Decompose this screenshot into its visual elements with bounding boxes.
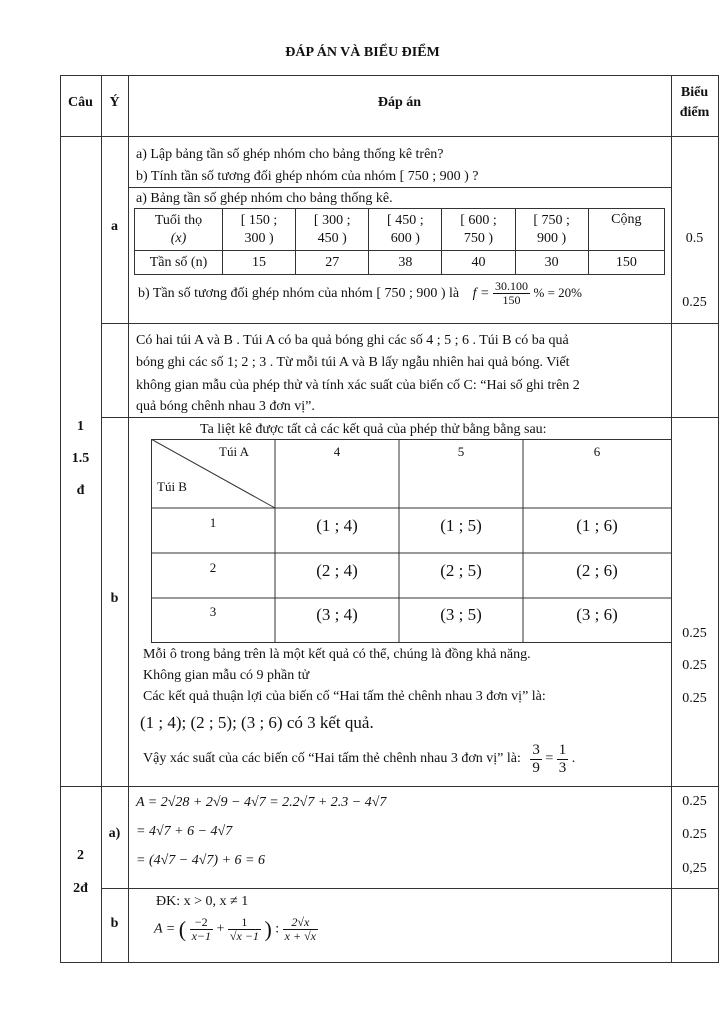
- table-border: [718, 75, 719, 963]
- score: 0.25: [682, 658, 707, 673]
- equals-sign: =: [545, 751, 554, 766]
- outcome-cell: (3 ; 5): [440, 605, 482, 624]
- period: .: [571, 751, 576, 766]
- q1-b-prompt-3: không gian mẫu của phép thử và tính xác suất của biến cố C: “Hai số ghi trên 2: [136, 378, 580, 393]
- freq-group-cell: [296, 209, 369, 251]
- outcome-cell: (2 ; 5): [440, 561, 482, 580]
- table-border: [128, 187, 671, 188]
- freq-count: 27: [296, 251, 369, 275]
- q1-b-line-3: Các kết quả thuận lợi của biến cố “Hai tấm thẻ chênh nhau 3 đơn vị” là:: [143, 689, 546, 704]
- freq-group-text: 300 ): [244, 230, 274, 246]
- q1-b-line-4: (1 ; 4); (2 ; 5); (3 ; 6) có 3 kết quả.: [140, 713, 374, 732]
- q2-b-expression: [154, 916, 318, 943]
- fraction: [530, 742, 542, 776]
- expr-lhs: A =: [154, 921, 176, 937]
- paren-open: (: [178, 916, 187, 942]
- table-border: [101, 323, 718, 324]
- table-border: [60, 75, 61, 963]
- fraction-numerator: −2: [190, 916, 213, 930]
- q1-b-conclusion: [143, 742, 575, 776]
- q1-a-answer-intro: a) Bảng tần số ghép nhóm cho bảng thống kê.: [136, 191, 393, 206]
- header-bieu-diem-2: điểm: [679, 105, 710, 120]
- fraction-numerator: 1: [558, 742, 567, 758]
- outcome-cell: (2 ; 6): [576, 561, 618, 580]
- q1-b-prompt-1: Có hai túi A và B . Túi A có ba quả bóng ghi các số 4 ; 5 ; 6 . Túi B có ba quả: [136, 333, 569, 348]
- q1-b-line-5: Vậy xác suất của các biến cố “Hai tấm thẻ chênh nhau 3 đơn vị” là:: [143, 751, 521, 766]
- table-border: [101, 888, 718, 889]
- q1-b-line-1: Mỗi ô trong bảng trên là một kết quả có thể, chúng là đồng khả năng.: [143, 647, 531, 662]
- header-dap-an: Đáp án: [377, 95, 422, 110]
- score: 0.25: [682, 295, 707, 310]
- q1-b-line-2: Không gian mẫu có 9 phần tử: [143, 668, 310, 683]
- freq-group-text: [ 150 ;: [240, 213, 278, 228]
- fraction-denominator: 9: [532, 759, 540, 776]
- outcome-table: [151, 439, 671, 643]
- plus-sign: +: [216, 921, 225, 937]
- col-head: 4: [333, 444, 341, 459]
- q2-b-condition: ĐK: x > 0, x ≠ 1: [156, 894, 249, 909]
- fraction: [283, 916, 318, 943]
- outcome-cell: (1 ; 6): [576, 516, 618, 535]
- fraction: [493, 280, 530, 307]
- freq-group-text: [ 750 ;: [533, 213, 570, 228]
- fraction: [228, 916, 261, 943]
- freq-group-text: 750 ): [463, 230, 494, 246]
- freq-total-head: Cộng: [588, 209, 664, 251]
- q1-label: 1: [77, 419, 84, 434]
- outcome-cell: (1 ; 4): [316, 516, 358, 535]
- q2-points: 2đ: [73, 881, 88, 896]
- table-border: [60, 786, 718, 787]
- paren-close: ): [264, 916, 272, 942]
- freq-head-age-2: (x): [170, 230, 187, 246]
- q1-b-label: b: [110, 591, 119, 606]
- freq-head-age: [135, 209, 223, 251]
- freq-group-text: [ 300 ;: [313, 213, 351, 228]
- fraction-denominator: 150: [502, 293, 521, 308]
- q2-label: 2: [77, 848, 84, 863]
- score: 0.25: [682, 691, 707, 706]
- freq-group-text: [ 450 ;: [387, 213, 424, 228]
- corner-top-label: Túi A: [219, 444, 249, 459]
- outcome-cell: (2 ; 4): [316, 561, 358, 580]
- outcome-cell: (1 ; 5): [440, 516, 482, 535]
- q1-points: 1.5: [71, 451, 90, 466]
- col-head: 6: [593, 444, 601, 459]
- freq-group-text: 600 ): [390, 230, 420, 246]
- freq-count: 150: [588, 251, 664, 275]
- freq-group-cell: [369, 209, 442, 251]
- formula-rhs: % = 20%: [533, 284, 582, 300]
- table-border: [60, 962, 718, 963]
- row-head: 3: [209, 604, 217, 619]
- q1-b-intro: Ta liệt kê được tất cả các kết quả của phép thử bằng bằng sau:: [200, 422, 547, 437]
- frequency-table: [134, 208, 665, 275]
- freq-group-text: 900 ): [537, 230, 567, 246]
- fraction-denominator: 3: [558, 759, 567, 776]
- score: 0.5: [685, 231, 704, 246]
- q1-b-answer-line: [138, 280, 582, 307]
- freq-count: 40: [442, 251, 515, 275]
- corner-bottom-label: Túi B: [157, 479, 187, 494]
- q1-b-prompt-4: quả bóng chênh nhau 3 đơn vị”.: [136, 399, 315, 414]
- q1-b-answer-text: b) Tần số tương đối ghép nhóm của nhóm [ 750 ; 900 ) là: [138, 285, 460, 301]
- freq-group-cell: [515, 209, 588, 251]
- fraction: [557, 742, 569, 776]
- freq-group-cell: [442, 209, 515, 251]
- outcome-cell: (3 ; 6): [576, 605, 618, 624]
- q1-a-label: a: [111, 219, 118, 234]
- freq-head-count: Tần số (n): [135, 251, 223, 275]
- q2-a-line-1: A = 2√28 + 2√9 − 4√7 = 2.2√7 + 2.3 − 4√7: [136, 795, 387, 810]
- q2-a-line-3: = (4√7 − 4√7) + 6 = 6: [136, 853, 265, 868]
- formula-lhs: f =: [472, 285, 490, 301]
- col-head: 5: [457, 444, 465, 459]
- q1-a-prompt-2: b) Tính tần số tương đối ghép nhóm của nhóm [ 750 ; 900 ) ?: [136, 169, 479, 184]
- row-head: 2: [209, 560, 217, 575]
- fraction-numerator: 2√x: [283, 916, 318, 930]
- table-border: [101, 417, 718, 418]
- q2-a-label: a): [108, 826, 121, 841]
- score: 0,25: [682, 861, 707, 876]
- q2-b-label: b: [110, 916, 119, 931]
- header-cau: Câu: [68, 95, 93, 110]
- table-border: [60, 136, 718, 137]
- fraction-denominator: x−1: [191, 929, 212, 944]
- fraction-numerator: 1: [228, 916, 261, 930]
- freq-group-cell: [222, 209, 295, 251]
- fraction-denominator: √x −1: [229, 929, 259, 944]
- freq-count: 30: [515, 251, 588, 275]
- q1-unit: đ: [76, 483, 85, 498]
- freq-head-age-1: Tuổi thọ: [154, 213, 203, 228]
- q1-b-prompt-2: bóng ghi các số 1; 2 ; 3 . Từ mỗi túi A và B lấy ngẫu nhiên hai quả bóng. Viết: [136, 355, 570, 370]
- table-border: [60, 75, 718, 76]
- outcome-cell: (3 ; 4): [316, 605, 358, 624]
- header-bieu-diem-1: Biểu: [680, 85, 709, 100]
- freq-group-text: 450 ): [317, 230, 347, 246]
- q1-a-prompt-1: a) Lập bảng tần số ghép nhóm cho bảng thống kê trên?: [136, 147, 444, 162]
- q2-a-line-2: = 4√7 + 6 − 4√7: [136, 824, 233, 839]
- table-border: [128, 75, 129, 963]
- freq-count: 15: [222, 251, 295, 275]
- freq-group-text: [ 600 ;: [460, 213, 497, 228]
- fraction-numerator: 3: [532, 742, 540, 758]
- row-head: 1: [209, 515, 217, 530]
- score: 0.25: [682, 626, 707, 641]
- score: 0.25: [682, 827, 707, 842]
- page-title: ĐÁP ÁN VÀ BIỂU ĐIỂM: [285, 45, 440, 60]
- divide-sign: :: [275, 921, 280, 937]
- score: 0.25: [682, 794, 707, 809]
- fraction: [190, 916, 213, 943]
- fraction-denominator: x + √x: [284, 929, 316, 944]
- fraction-numerator: 30.100: [494, 279, 528, 293]
- freq-count: 38: [369, 251, 442, 275]
- header-y: Ý: [109, 95, 120, 110]
